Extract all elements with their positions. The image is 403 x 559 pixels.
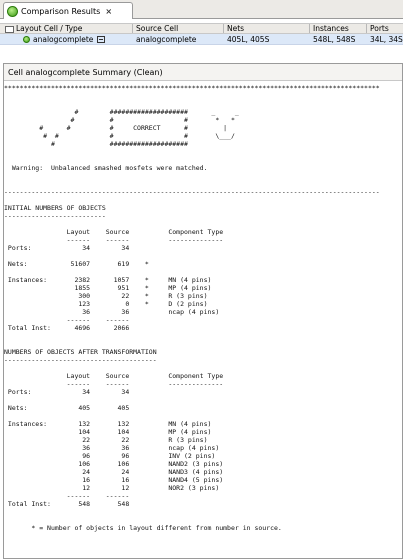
cell-instances: 548L, 548S [313, 35, 356, 44]
cell-nets: 405L, 405S [227, 35, 270, 44]
column-header-source-cell[interactable]: Source Cell [133, 24, 224, 33]
close-icon[interactable]: × [105, 6, 113, 16]
column-header-instances[interactable]: Instances [310, 24, 367, 33]
tab-comparison-results[interactable] [3, 2, 133, 19]
results-table [0, 23, 403, 45]
table-header [0, 23, 403, 34]
summary-title: Cell analogcomplete Summary (Clean) [4, 64, 402, 81]
table-row[interactable] [0, 34, 403, 45]
header-checkbox-icon [5, 26, 14, 33]
status-ok-icon [23, 36, 30, 43]
status-ok-icon [7, 6, 18, 17]
summary-report-text[interactable]: ************************************************************************************************ # #################### _ _ # # # * * # # # CORRECT # | # # # # \___/ # #################### Warning: Unbalanced smashed mosfets were matched. ------------------------------------------------------------------------------------------------ INITIAL NUMBERS OF OBJECTS -------------------------- Layout Source Component Type ------ ------ -------------- Ports: 34 34 Nets: 51607 619 * Instances: 2382 1057 * MN (4 pins) 1855 951 * MP (4 pins) 300 22 * R (3 pins) 123 0 * D (2 pins) 36 36 ncap (4 pins) ------ ------ Total Inst: 4696 2066 NUMBERS OF OBJECTS AFTER TRANSFORMATION --------------------------------------- Layout Source Component Type ------ ------ -------------- Ports: 34 34 Nets: 405 405 Instances: 132 132 MN (4 pins) 104 104 MP (4 pins) 22 22 R (3 pins) 36 36 ncap (4 pins) 96 96 INV (2 pins) 106 106 NAND2 (3 pins) 24 24 NAND3 (4 pins) 16 16 NAND4 (5 pins) 12 12 NOR2 (3 pins) ------ ------ Total Inst: 548 548 * = Number of objects in layout different from number in source. [4, 84, 380, 532]
column-header-ports[interactable]: Ports [370, 24, 389, 33]
summary-panel [3, 63, 403, 559]
tab-label: Comparison Results [21, 6, 101, 16]
cell-type-icon [97, 36, 105, 43]
column-header-nets[interactable]: Nets [224, 24, 310, 33]
tab-bar [0, 0, 403, 19]
cell-ports: 34L, 34S [370, 35, 403, 44]
cell-source: analogcomplete [136, 35, 197, 44]
cell-layout [0, 34, 133, 44]
layout-cell-name: analogcomplete [33, 34, 94, 44]
column-header-layout-cell[interactable]: Layout Cell / Type [0, 24, 133, 33]
